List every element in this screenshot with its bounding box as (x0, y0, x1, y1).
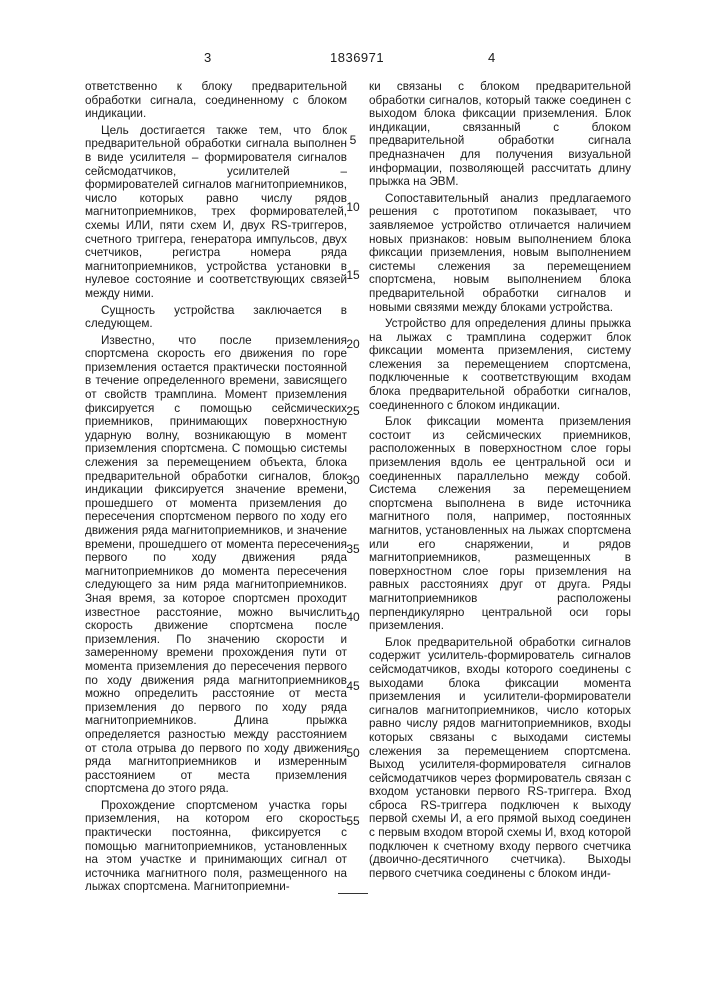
paragraph: Известно, что после приземления спортсмена скорость его движения по горе приземления остается практически постоянной в течение определенного времени, зависящего от свойств трамплина. Момент приземления фиксируется с помощью сейсмических приемников, принимающих поверхностную ударную волну, возникающую в момент приземления спортсмена. С помощью системы слежения за перемещением объекта, блока предварительной обработки сигналов, блок индикации фиксируется значение времени, прошедшего от момента приземления до пересечения спортсменом первого по ходу его движения ряда магнитоприемников, и значение времени, прошедшего от момента пересечения первого по ходу движения ряда магнитоприемников до момента пересечения следующего за ним ряда магнитоприемников. Зная время, за которое спортсмен проходит известное расстояние, можно вычислить скорость движение спортсмена после приземления. По значению скорости и замеренному времени прохождения пути от момента приземления до пересечения первого по ходу движения ряда магнитоприемников можно определить расстояние от места приземления до первого по ходу ряда магнитоприемников. Длина прыжка определяется разностью между расстоянием от стола отрыва до первого по ходу движения ряда магнитоприемников и измеренным расстоянием от места приземления спортсмена до этого ряда. (85, 334, 347, 796)
paragraph: Блок предварительной обработки сигналов содержит усилитель-формирователь сигналов сейсмодатчиков, входы которого соединены с выходами блока фиксации момента приземления и усилители-формирователи сигналов магнитоприемников, число которых равно числу рядов магнитоприемников, входы которых связаны с выходами системы слежения за перемещением спортсмена. Выход усилителя-формирователя сигналов сейсмодатчиков через формирователь связан с входом установки первого RS-триггера. Вход сброса RS-триггера подключен к выходу первой схемы И, а его прямой выход соединен с первым входом второй схемы И, вход которой подключен к счетному входу первого счетчика (двоично-десятичного счетчика). Выходы первого счетчика соединены с блоком инди- (369, 636, 631, 881)
divider (338, 893, 368, 894)
line-number: 35 (342, 542, 364, 556)
line-number: 50 (342, 746, 364, 760)
paragraph: Прохождение спортсменом участка горы приземления, на котором его скорость практически постоянна, фиксируется с помощью магнитоприемников, установленных на этом участке и принимающих сигнал от источника магнитного поля, размещенного на лыжах спортсмена. Магнитоприемни- (85, 799, 347, 894)
right-column (369, 80, 631, 880)
paragraph: ки связаны с блоком предварительной обработки сигналов, который также соединен с выходом блока фиксации приземления. Блок индикации, связанный с блоком предварительной обработки сигнала предназначен для получения визуальной информации, позволяющей рассчитать длину прыжка на ЭВМ. (369, 80, 631, 189)
left-column (85, 80, 347, 894)
document-number: 1836971 (330, 50, 384, 65)
line-number: 45 (342, 679, 364, 693)
paragraph: ответственно к блоку предварительной обработки сигнала, соединенному с блоком индикации. (85, 80, 347, 121)
paragraph: Устройство для определения длины прыжка на лыжах с трамплина содержит блок фиксации момента приземления, систему слежения за перемещением спортсмена, подключенные к соответствующим входам блока предварительной обработки сигналов, соединенного с блоком индикации. (369, 317, 631, 412)
line-number: 40 (342, 610, 364, 624)
line-number: 25 (342, 404, 364, 418)
line-number: 5 (342, 133, 364, 147)
line-number: 20 (342, 337, 364, 351)
page-number-right: 4 (488, 50, 495, 65)
paragraph: Цель достигается также тем, что блок предварительной обработки сигнала выполнен в виде усилителя – формирователя сигналов сейсмодатчиков, усилителей – формирователей сигналов магнитоприемников, число которых равно числу рядов магнитоприемников, трех формирователей, схемы ИЛИ, пяти схем И, двух RS-триггеров, счетного триггера, генератора импульсов, двух счетчиков, регистра номера ряда магнитоприемников, устройства установки в нулевое состояние и соответствующих связей между ними. (85, 124, 347, 301)
line-number: 30 (342, 473, 364, 487)
line-number: 55 (342, 814, 364, 828)
page-number-left: 3 (204, 50, 211, 65)
line-number: 15 (342, 268, 364, 282)
line-number: 10 (342, 200, 364, 214)
paragraph: Сопоставительный анализ предлагаемого решения с прототипом показывает, что заявляемое устройство отличается наличием новых признаков: новым выполнением блока фиксации приземления, новым выполнением системы слежения за перемещением спортсмена, новым выполнением блока предварительной обработки сигналов и новыми связями между блоками устройства. (369, 192, 631, 314)
paragraph: Сущность устройства заключается в следующем. (85, 304, 347, 331)
paragraph: Блок фиксации момента приземления состоит из сейсмических приемников, расположенных в поверхностном слое горы приземления вдоль ее центральной оси и соединенных параллельно между собой. Система слежения за перемещением спортсмена выполнена в виде источника магнитного поля, например, постоянных магнитов, установленных на лыжах спортсмена или его снаряжении, и рядов магнитоприемников, размещенных в поверхностном слое горы приземления на равных расстояниях друг от друга. Ряды магнитоприемников расположены перпендикулярно центральной оси горы приземления. (369, 415, 631, 633)
